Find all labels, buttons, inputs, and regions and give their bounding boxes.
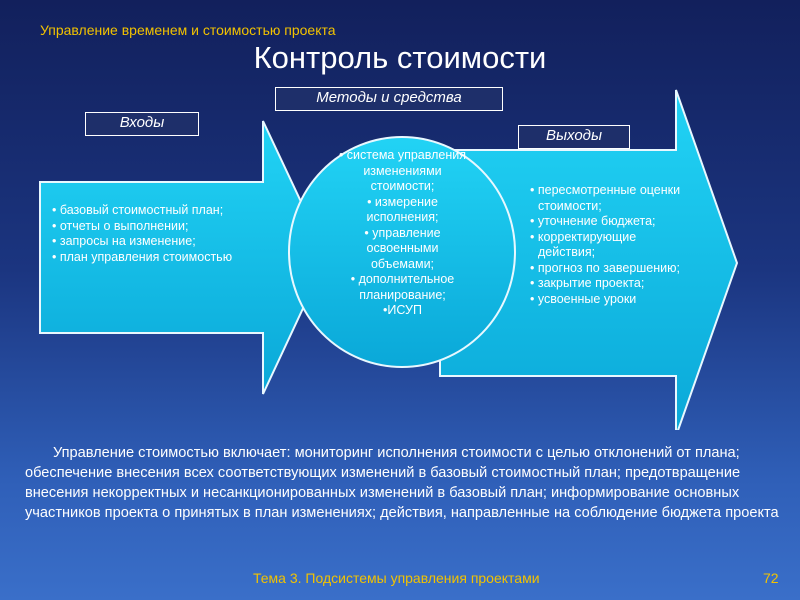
list-item: •ИСУП [383, 303, 422, 317]
slide-title: Контроль стоимости [253, 40, 547, 75]
methods-list [335, 148, 470, 319]
list-item: • корректирующие действия; [530, 229, 637, 259]
inputs-label: Входы [85, 112, 199, 136]
list-item: • усвоенные уроки [530, 291, 637, 306]
footer [0, 570, 800, 592]
list-item: • запросы на изменение; [52, 234, 196, 248]
list-item: • дополнительное планирование; [350, 272, 455, 302]
list-item: • пересмотренные оценки стоимости; [530, 183, 681, 213]
list-item: • план управления стоимостью [52, 249, 233, 264]
slide-subtitle: Управление временем и стоимостью проекта [40, 22, 336, 38]
page-number: 72 [763, 570, 779, 586]
list-item: • отчеты о выполнении; [52, 218, 189, 233]
footer-text: Тема 3. Подсистемы управления проектами [253, 570, 540, 586]
list-item: • базовый стоимостный план; [52, 203, 224, 217]
list-item: • управление освоенными объемами; [364, 225, 441, 271]
outputs-label: Выходы [518, 125, 630, 149]
inputs-list [50, 203, 235, 265]
description-paragraph: Управление стоимостью включает: мониторинг исполнения стоимости с целью отклонений от плана; обеспечение внесения всех соответствующих изменений в базовый стоимостный план; предотвращение внесения некорректных и несанкционированных изменений в базовый план; информирование основных участников проекта о принятых в план изменениях; действия, направленные на соблюдение бюджета проекта [25, 445, 779, 521]
list-item: • измерение исполнения; [366, 194, 439, 224]
list-item: • уточнение бюджета; [530, 214, 656, 228]
methods-label: Методы и средства [275, 87, 503, 111]
list-item: • закрытие проекта; [530, 276, 645, 290]
list-item: • прогноз по завершению; [530, 260, 680, 275]
outputs-list [528, 183, 688, 307]
list-item: • система управления изменениями стоимости; [338, 148, 467, 193]
